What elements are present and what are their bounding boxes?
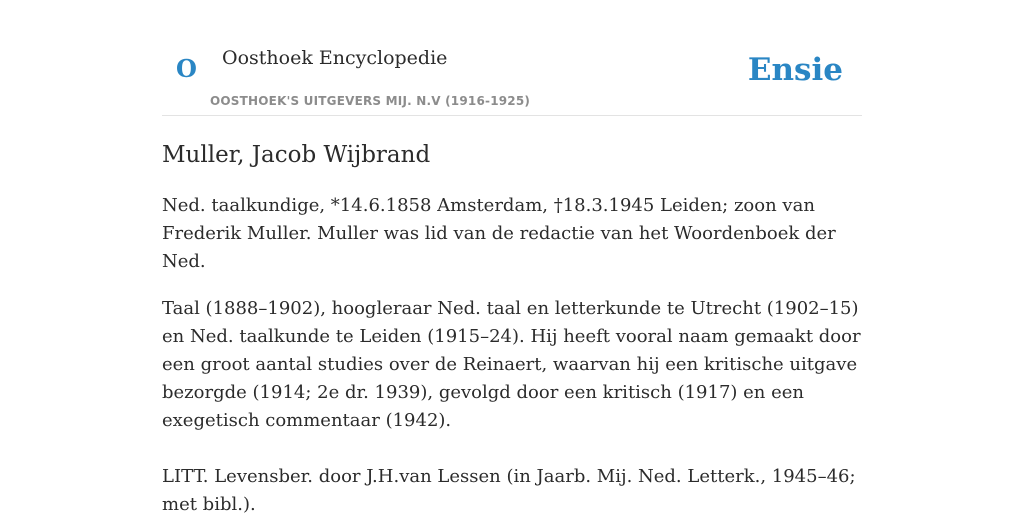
publisher-subtitle: OOSTHOEK'S UITGEVERS MIJ. N.V (1916-1925) bbox=[210, 94, 531, 108]
publication-header bbox=[162, 36, 862, 116]
article-paragraph-2: Taal (1888–1902), hoogleraar Ned. taal en letterkunde te Utrecht (1902–15) en Ned. taalkunde te Leiden (1915–24). Hij heeft vooral naam gemaakt door een groot aantal studies over de Reinaert, waarvan hij een kritische uitgave bezorgde (1914; 2e dr. 1939), gevolgd door een kritisch (1917) en een exegetisch commentaar (1942). bbox=[162, 298, 861, 431]
publication-title[interactable]: Oosthoek Encyclopedie bbox=[222, 47, 448, 69]
publication-logo-letter[interactable]: O bbox=[176, 54, 197, 83]
article-paragraph-1: Ned. taalkundige, *14.6.1858 Amsterdam, †18.3.1945 Leiden; zoon van Frederik Muller. Muller was lid van de redactie van het Woordenboek der Ned. bbox=[162, 195, 836, 272]
article bbox=[162, 140, 862, 519]
article-title: Muller, Jacob Wijbrand bbox=[162, 142, 431, 168]
article-literature: LITT. Levensber. door J.H.van Lessen (in Jaarb. Mij. Ned. Letterk., 1945–46; met bibl.). bbox=[162, 466, 856, 515]
ensie-brand-link[interactable]: Ensie bbox=[747, 52, 843, 88]
